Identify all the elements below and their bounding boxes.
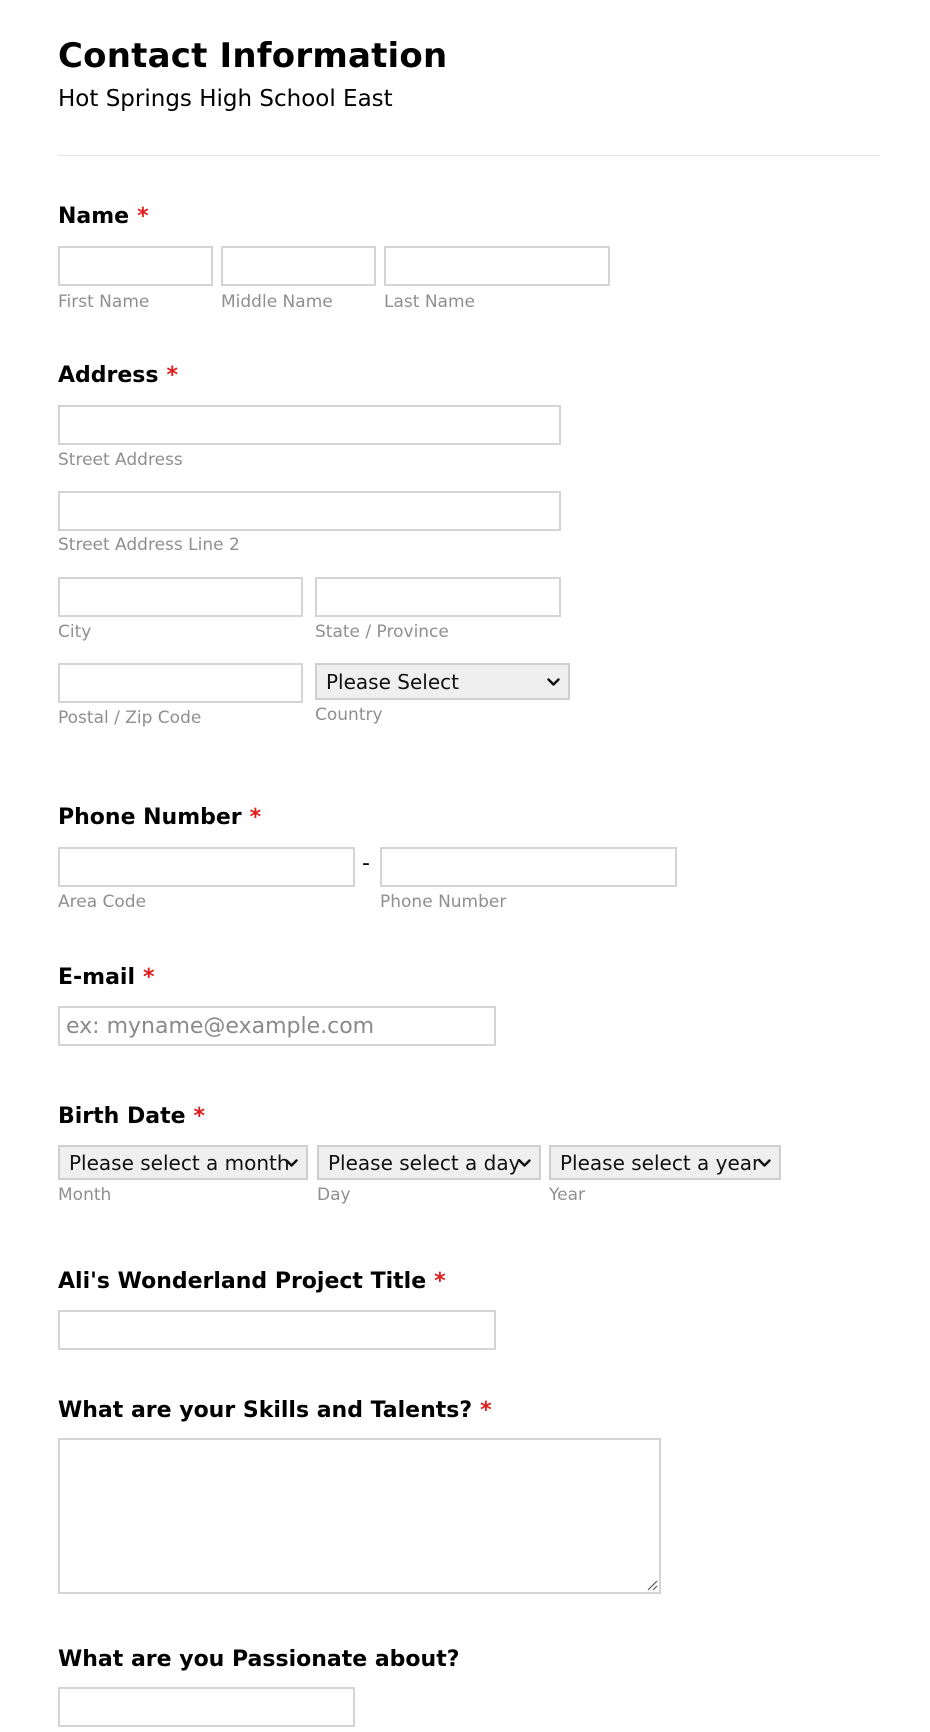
passion-label-text: What are you Passionate about? xyxy=(58,1647,460,1672)
form-title: Contact Information xyxy=(58,36,448,76)
required-marker: * xyxy=(480,1398,492,1423)
name-label xyxy=(58,204,149,229)
email-label-text: E-mail xyxy=(58,965,136,990)
city-input[interactable] xyxy=(58,577,303,617)
birth-year-select-value: Please select a year xyxy=(560,1150,761,1175)
middle-name-input[interactable] xyxy=(221,246,376,286)
address-label xyxy=(58,363,178,388)
birth-month-select[interactable] xyxy=(58,1145,308,1180)
birth-date-label-text: Birth Date xyxy=(58,1104,186,1129)
name-label-text: Name xyxy=(58,204,130,229)
required-marker: * xyxy=(249,805,262,830)
chevron-down-icon xyxy=(547,678,560,686)
skills-label-text: What are your Skills and Talents? xyxy=(58,1398,473,1423)
skills-textarea[interactable] xyxy=(58,1438,661,1594)
street-address-line2-input[interactable] xyxy=(58,491,561,531)
address-label-text: Address xyxy=(58,363,159,388)
resize-grip-icon[interactable] xyxy=(646,1579,658,1591)
phone-label-text: Phone Number xyxy=(58,805,242,830)
birth-day-select[interactable] xyxy=(317,1145,541,1180)
chevron-down-icon xyxy=(285,1159,298,1167)
state-province-input[interactable] xyxy=(315,577,561,617)
skills-textarea-wrapper xyxy=(58,1438,661,1594)
last-name-input[interactable] xyxy=(384,246,610,286)
birth-day-sublabel: Day xyxy=(317,1185,351,1205)
required-marker: * xyxy=(193,1104,206,1129)
birth-month-sublabel: Month xyxy=(58,1185,112,1205)
country-select[interactable] xyxy=(315,663,570,700)
skills-label xyxy=(58,1398,492,1423)
phone-separator: - xyxy=(362,851,370,876)
middle-name-sublabel: Middle Name xyxy=(221,292,333,312)
required-marker: * xyxy=(143,965,155,990)
phone-label xyxy=(58,805,261,830)
first-name-input[interactable] xyxy=(58,246,213,286)
birth-date-label xyxy=(58,1104,205,1129)
project-title-label xyxy=(58,1269,446,1294)
chevron-down-icon xyxy=(518,1159,531,1167)
form-subtitle: Hot Springs High School East xyxy=(58,86,393,112)
street-address-sublabel: Street Address xyxy=(58,450,183,470)
country-sublabel: Country xyxy=(315,705,383,725)
chevron-down-icon xyxy=(758,1159,771,1167)
header-divider xyxy=(58,155,880,156)
area-code-input[interactable] xyxy=(58,847,355,887)
birth-day-select-value: Please select a day xyxy=(328,1150,521,1175)
birth-month-select-value: Please select a month xyxy=(69,1150,290,1175)
street-address-line2-sublabel: Street Address Line 2 xyxy=(58,535,240,555)
passion-label xyxy=(58,1647,459,1672)
birth-year-sublabel: Year xyxy=(549,1185,585,1205)
project-title-input[interactable] xyxy=(58,1310,496,1350)
street-address-input[interactable] xyxy=(58,405,561,445)
email-label xyxy=(58,965,155,990)
required-marker: * xyxy=(434,1269,446,1294)
first-name-sublabel: First Name xyxy=(58,292,150,312)
required-marker: * xyxy=(137,204,149,229)
phone-number-sublabel: Phone Number xyxy=(380,892,507,912)
postal-zip-input[interactable] xyxy=(58,663,303,703)
state-province-sublabel: State / Province xyxy=(315,622,449,642)
phone-number-input[interactable] xyxy=(380,847,677,887)
birth-year-select[interactable] xyxy=(549,1145,781,1180)
postal-zip-sublabel: Postal / Zip Code xyxy=(58,708,202,728)
passion-input[interactable] xyxy=(58,1687,355,1727)
country-select-value: Please Select xyxy=(326,669,459,694)
last-name-sublabel: Last Name xyxy=(384,292,475,312)
project-title-label-text: Ali's Wonderland Project Title xyxy=(58,1269,427,1294)
area-code-sublabel: Area Code xyxy=(58,892,147,912)
email-input[interactable] xyxy=(58,1006,496,1046)
city-sublabel: City xyxy=(58,622,92,642)
required-marker: * xyxy=(166,363,178,388)
